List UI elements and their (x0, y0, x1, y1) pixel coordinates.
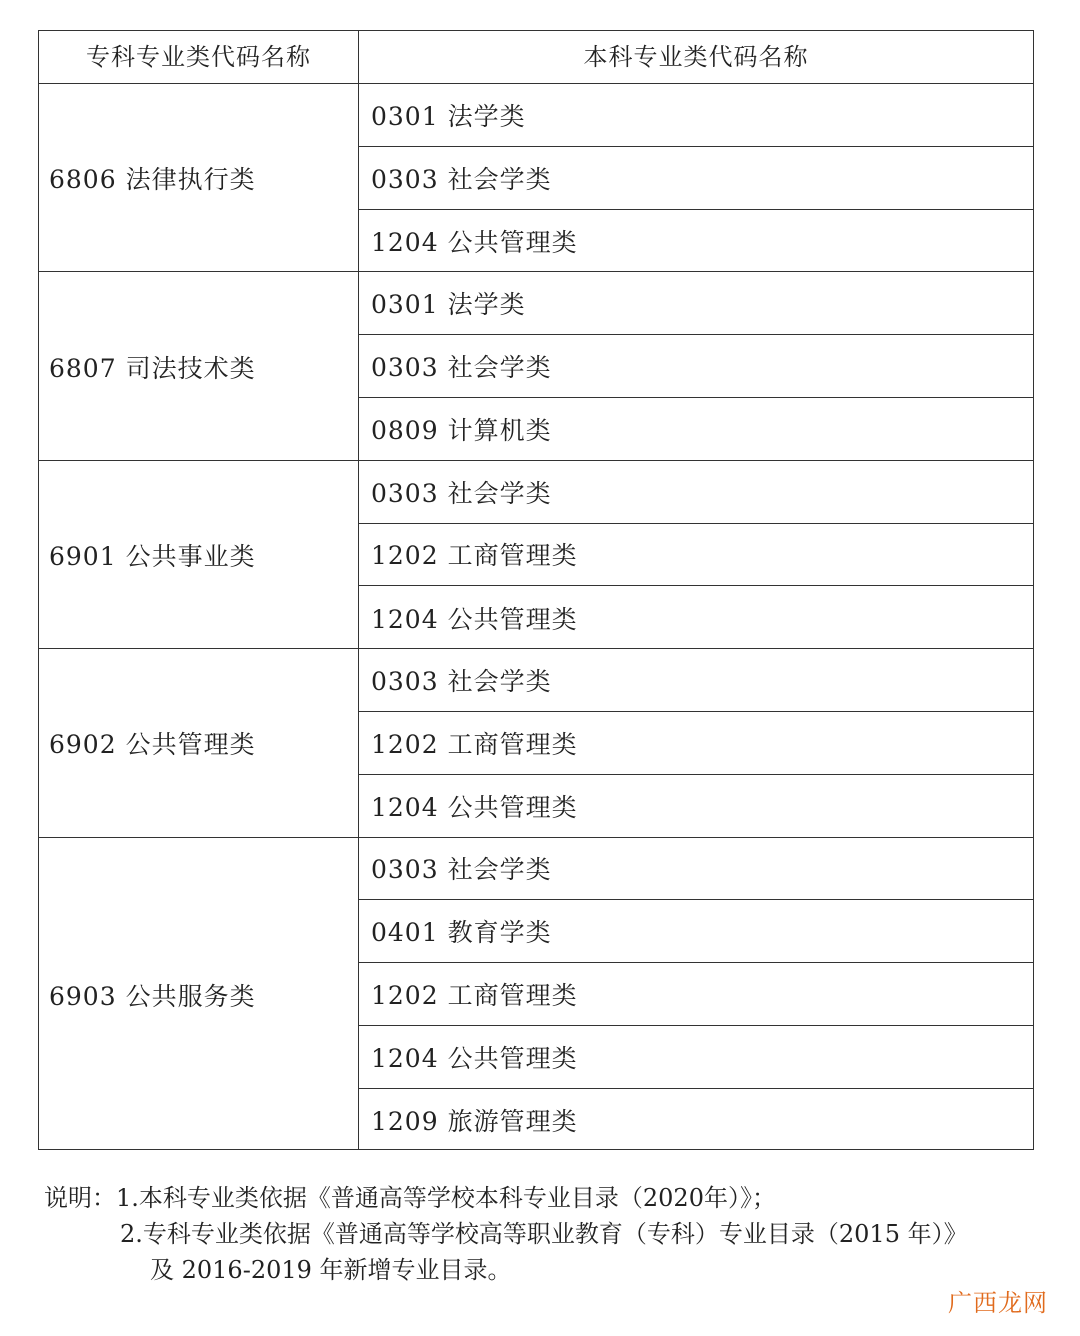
benke-category: 0401 教育学类 (359, 900, 1033, 963)
benke-category: 1209 旅游管理类 (371, 1107, 578, 1137)
benke-category: 1202 工商管理类 (359, 963, 1033, 1026)
mapping-table (38, 30, 1034, 1150)
watermark-logo: 广西龙网 (948, 1289, 1048, 1317)
benke-category: 1204 公共管理类 (371, 227, 578, 257)
table-group (39, 838, 1033, 1152)
benke-category: 0809 计算机类 (371, 416, 552, 446)
header-benke: 本科专业类代码名称 (583, 43, 809, 71)
note-line-2: 2.专科专业类依据《普通高等学校高等职业教育（专科）专业目录（2015 年）》 (120, 1220, 968, 1248)
table-header (39, 31, 1033, 84)
benke-category: 0303 社会学类 (359, 649, 1033, 712)
benke-category: 0303 社会学类 (359, 461, 1033, 524)
zhuanke-category: 6806 法律执行类 (49, 165, 256, 195)
zhuanke-category: 6903 公共服务类 (49, 981, 256, 1011)
note-line-3: 及 2016-2019 年新增专业目录。 (150, 1256, 512, 1284)
table-group (39, 272, 1033, 460)
benke-category: 0301 法学类 (359, 84, 1033, 147)
benke-category: 1204 公共管理类 (371, 604, 578, 634)
benke-category: 0303 社会学类 (359, 335, 1033, 398)
benke-category: 0301 法学类 (359, 272, 1033, 335)
benke-category: 1204 公共管理类 (371, 793, 578, 823)
table-group (39, 649, 1033, 837)
benke-category: 1204 公共管理类 (359, 1026, 1033, 1089)
benke-category: 0303 社会学类 (359, 838, 1033, 901)
table-group (39, 84, 1033, 272)
notes (44, 1180, 1044, 1288)
table-group (39, 461, 1033, 649)
zhuanke-category: 6901 公共事业类 (49, 541, 256, 571)
zhuanke-category: 6807 司法技术类 (49, 353, 256, 383)
benke-category: 0303 社会学类 (359, 147, 1033, 210)
zhuanke-category: 6902 公共管理类 (49, 730, 256, 760)
note-line-1: 说明：1.本科专业类依据《普通高等学校本科专业目录（2020年）》； (44, 1184, 776, 1212)
benke-category: 1202 工商管理类 (359, 712, 1033, 775)
header-zhuanke: 专科专业类代码名称 (86, 43, 311, 71)
benke-category: 1202 工商管理类 (359, 524, 1033, 587)
